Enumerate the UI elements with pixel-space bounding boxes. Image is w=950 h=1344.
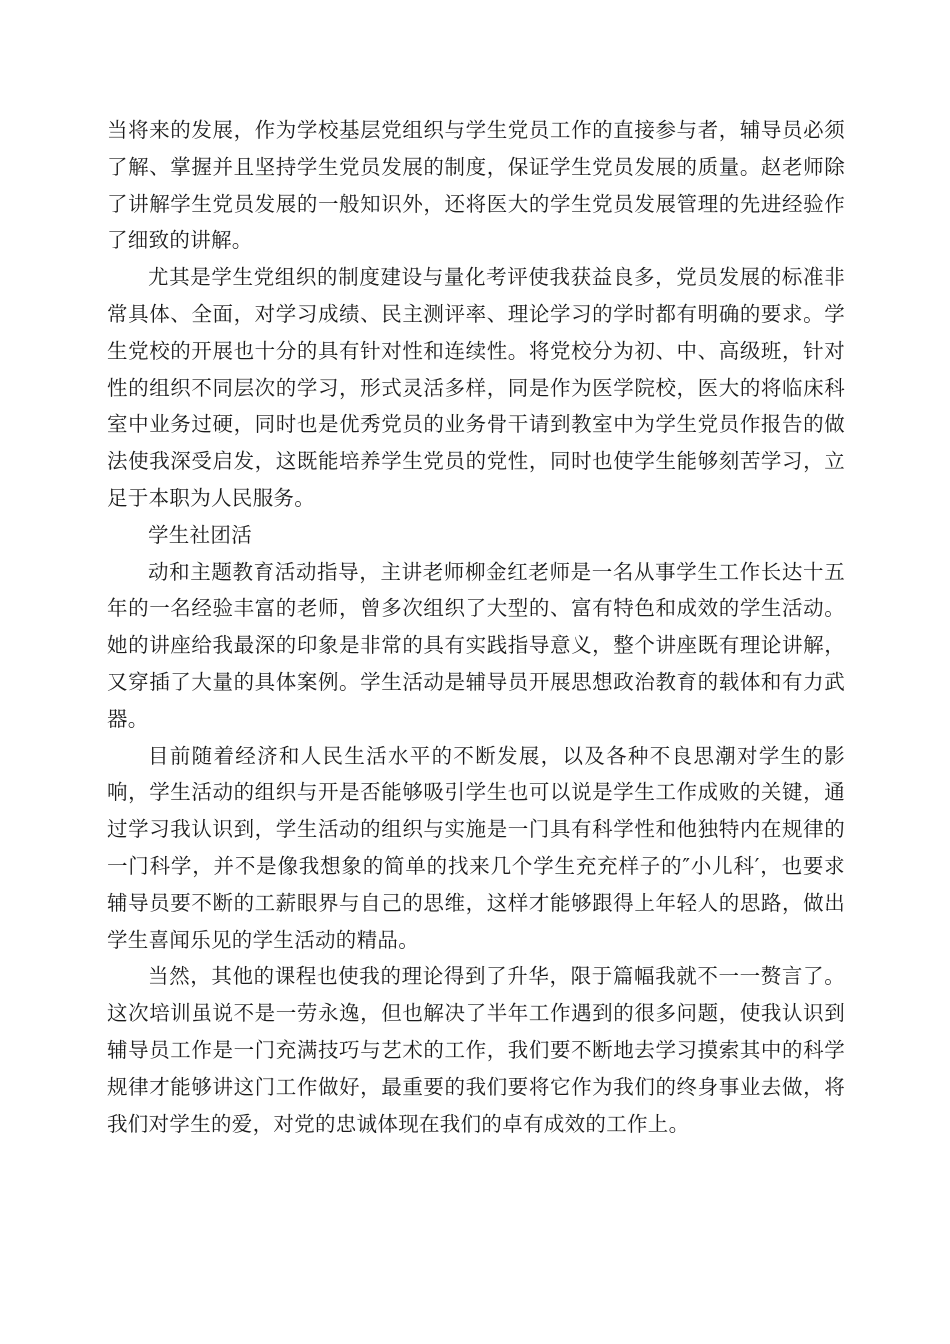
paragraph-1: 当将来的发展，作为学校基层党组织与学生党员工作的直接参与者，辅导员必须了解、掌握并且坚持学生党员发展的制度，保证学生党员发展的质量。赵老师除了讲解学生党员发展的一般知识外，还将医大的学生党员发展管理的先进经验作了细致的讲解。 bbox=[107, 118, 845, 253]
paragraph-6: 当然，其他的课程也使我的理论得到了升华，限于篇幅我就不一一赘言了。这次培训虽说不是一劳永逸，但也解决了半年工作遇到的很多问题，使我认识到辅导员工作是一门充满技巧与艺术的工作，我们要不断地去学习摸索其中的科学规律才能够讲这门工作做好，最重要的我们要将它作为我们的终身事业去做，将我们对学生的爱，对党的忠诚体现在我们的卓有成效的工作上。 bbox=[107, 964, 845, 1136]
paragraph-5: 目前随着经济和人民生活水平的不断发展，以及各种不良思潮对学生的影响，学生活动的组织与开是否能够吸引学生也可以说是学生工作成败的关键，通过学习我认识到，学生活动的组织与实施是一门具有科学性和他独特内在规律的一门科学，并不是像我想象的简单的找来几个学生充充样子的″小儿科′，也要求辅导员要不断的工薪眼界与自己的思维，这样才能够跟得上年轻人的思路，做出学生喜闻乐见的学生活动的精品。 bbox=[107, 743, 845, 952]
document-body bbox=[107, 112, 845, 1142]
paragraph-3: 学生社团活 bbox=[148, 522, 252, 547]
paragraph-2: 尤其是学生党组织的制度建设与量化考评使我获益良多，党员发展的标准非常具体、全面，对学习成绩、民主测评率、理论学习的学时都有明确的要求。学生党校的开展也十分的具有针对性和连续性。将党校分为初、中、高级班，针对性的组织不同层次的学习，形式灵活多样，同是作为医学院校，医大的将临床科室中业务过硬，同时也是优秀党员的业务骨干请到教室中为学生党员作报告的做法使我深受启发，这既能培养学生党员的党性，同时也使学生能够刻苦学习，立足于本职为人民服务。 bbox=[107, 265, 845, 510]
paragraph-4: 动和主题教育活动指导，主讲老师柳金红老师是一名从事学生工作长达十五年的一名经验丰富的老师，曾多次组织了大型的、富有特色和成效的学生活动。她的讲座给我最深的印象是非常的具有实践指导意义，整个讲座既有理论讲解，又穿插了大量的具体案例。学生活动是辅导员开展思想政治教育的载体和有力武器。 bbox=[107, 559, 845, 731]
